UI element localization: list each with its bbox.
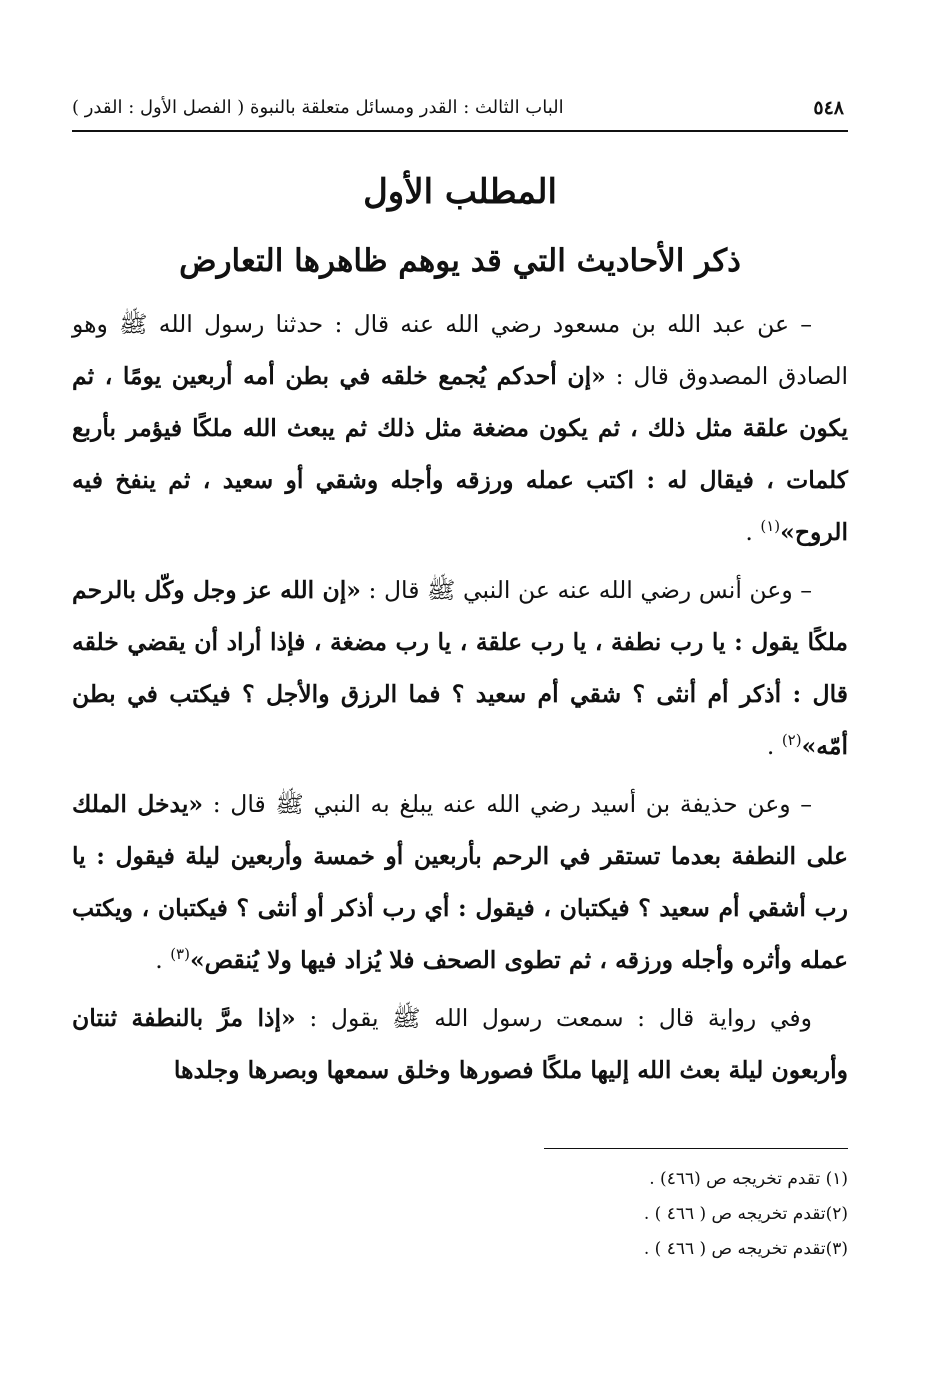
footnote-divider [544, 1148, 848, 1149]
body-text [72, 298, 848, 1096]
section-title: المطلب الأول [363, 172, 557, 212]
running-header [72, 88, 848, 132]
footnotes [72, 1162, 848, 1267]
running-title: الباب الثالث : القدر ومسائل متعلقة بالنبوة ( الفصل الأول : القدر ) [72, 97, 564, 118]
paragraph-end: . [155, 946, 171, 974]
footnote-reference: (١) [760, 517, 781, 536]
hadith-quote: «يدخل الملك على النطفة بعدما تستقر في الرحم بأربعين أو خمسة وأربعين ليلة فيقول : يا رب أشقي أم سعيد ؟ فيكتبان ، فيقول : أي رب أذكر أو أنثى ؟ فيكتبان ، ويكتب عمله وأثره وأجله ورزقه ، ثم تطوى الصحف فلا يُزاد فيها ولا يُنقص» [72, 790, 848, 974]
hadith-paragraph-3 [72, 778, 848, 986]
book-page [72, 88, 848, 1308]
footnote-reference: (٣) [170, 945, 190, 964]
paragraph-end: . [745, 518, 761, 546]
footnote-3: (٣)تقدم تخريجه ص ( ٤٦٦ ) . [643, 1239, 848, 1259]
hadith-paragraph-2 [72, 564, 848, 772]
page-number: ٥٤٨ [813, 97, 844, 119]
footnote-1: (١) تقدم تخريجه ص (٤٦٦) . [649, 1169, 848, 1189]
hadith-quote: «إن الله عز وجل وكّل بالرحم ملكًا يقول : يا رب نطفة ، يا رب علقة ، يا رب مضغة ، فإذا أراد أن يقضي خلقه قال : أذكر أم أنثى ؟ شقي أم سعيد ؟ فما الرزق والأجل ؟ فيكتب في بطن أمّه» [72, 576, 848, 760]
section-subtitle: ذكر الأحاديث التي قد يوهم ظاهرها التعارض [179, 243, 741, 279]
footnote-2: (٢)تقدم تخريجه ص ( ٤٦٦ ) . [643, 1204, 848, 1224]
paragraph-end: . [766, 732, 782, 760]
narration-intro: – وعن أنس رضي الله عنه عن النبي ﷺ قال : [360, 576, 812, 604]
footnote-reference: (٢) [781, 731, 802, 750]
hadith-quote: «إذا مرَّ بالنطفة ثنتان وأربعون ليلة بعث الله إليها ملكًا فصورها وخلق سمعها وبصرها وجلدها [72, 1004, 848, 1084]
hadith-quote: «إن أحدكم يُجمع خلقه في بطن أمه أربعين يومًا ، ثم يكون علقة مثل ذلك ، ثم يكون مضغة مثل ذلك ثم يبعث الله ملكًا فيؤمر بأربع كلمات ، فيقال له : اكتب عمله ورزقه وأجله وشقي أو سعيد ، ثم ينفخ فيه الروح» [72, 362, 848, 546]
narration-intro: – وعن حذيفة بن أسيد رضي الله عنه يبلغ به النبي ﷺ قال : [203, 790, 813, 818]
narration-intro: – عن عبد الله بن مسعود رضي الله عنه قال : حدثنا رسول الله ﷺ وهو الصادق المصدوق قال : [72, 310, 849, 390]
narration-intro: وفي رواية قال : سمعت رسول الله ﷺ يقول : [295, 1004, 812, 1032]
hadith-paragraph-1 [72, 298, 848, 558]
hadith-paragraph-4 [72, 992, 848, 1096]
